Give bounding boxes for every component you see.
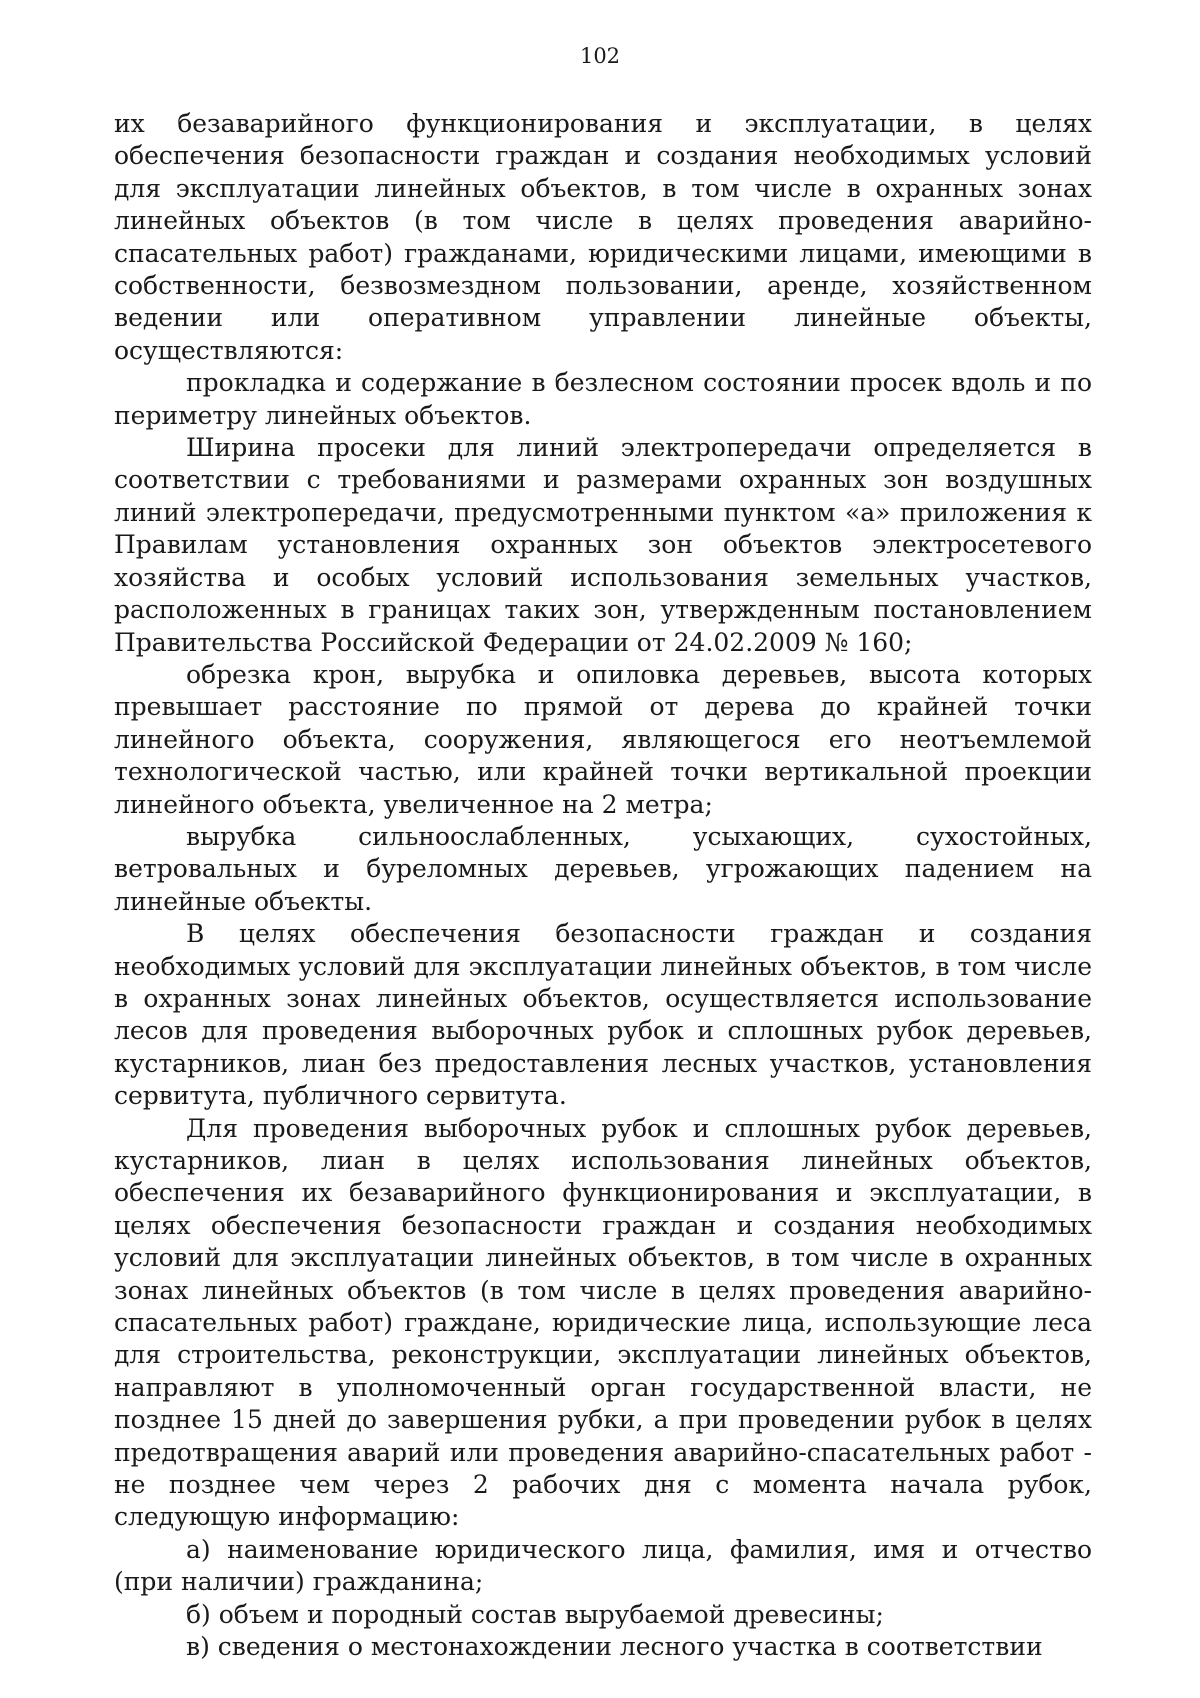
paragraph-continuation: их безаварийного функционирования и эксплуатации, в целях обеспечения безопасности граждан и создания необходимых условий для эксплуатации линейных объектов, в том числе в охранных зонах линейных объектов (в том числе в целях проведения аварийно-спасательных работ) гражданами, юридическими лицами, имеющими в собственности, безвозмездном пользовании, аренде, хозяйственном ведении или оперативном управлении линейные объекты, осуществляются: (114, 109, 1092, 365)
paragraph-forest-use: В целях обеспечения безопасности граждан и создания необходимых условий для эксплуатации линейных объектов, в том числе в охранных зонах линейных объектов, осуществляется использование лесов для проведения выборочных рубок и сплошных рубок деревьев, кустарников, лиан без предоставления лесных участков, установления сервитута, публичного сервитута. (114, 919, 1092, 1111)
paragraph-crown-trimming: обрезка крон, вырубка и опиловка деревьев, высота которых превышает расстояние по прямой от дерева до крайней точки линейного объекта, сооружения, являющегося его неотъемлемой технологической частью, или крайней точки вертикальной проекции линейного объекта, увеличенное на 2 метра; (114, 659, 1092, 819)
paragraph-clearing-maintenance: прокладка и содержание в безлесном состоянии просек вдоль и по периметру линейных объектов. (114, 368, 1092, 430)
paragraph-clearing-width: Ширина просеки для линий электропередачи определяется в соответствии с требованиями и размерами охранных зон воздушных линий электропередачи, предусмотренными пунктом «а» приложения к Правилам установления охранных зон объектов электросетевого хозяйства и особых условий использования земельных участков, расположенных в границах таких зон, утвержденным постановлением Правительства Российской Федерации от 24.02.2009 № 160; (114, 433, 1092, 657)
list-item-b: б) объем и породный состав вырубаемой древесины; (186, 1599, 884, 1629)
list-item-c: в) сведения о местонахождении лесного участка в соответствии (186, 1632, 1043, 1662)
list-item-a: а) наименование юридического лица, фамилия, имя и отчество (при наличии) гражданина; (114, 1534, 1092, 1597)
paragraph-notification-requirement: Для проведения выборочных рубок и сплошных рубок деревьев, кустарников, лиан в целях использования линейных объектов, обеспечения их безаварийного функционирования и эксплуатации, в целях обеспечения безопасности граждан и создания необходимых условий для эксплуатации линейных объектов, в том числе в охранных зонах линейных объектов (в том числе в целях проведения аварийно-спасательных работ) граждане, юридические лица, использующие леса для строительства, реконструкции, эксплуатации линейных объектов, направляют в уполномоченный орган государственной власти, не позднее 15 дней до завершения рубки, а при проведении рубок в целях предотвращения аварий или проведения аварийно-спасательных работ - не позднее чем через 2 рабочих дня с момента начала рубок, следующую информацию: (114, 1113, 1092, 1532)
document-body (114, 108, 1092, 1664)
paragraph-weakened-trees: вырубка сильноослабленных, усыхающих, сухостойных, ветровальных и буреломных деревьев, угрожающих падением на линейные объекты. (114, 821, 1092, 916)
page-number: 102 (579, 44, 621, 68)
